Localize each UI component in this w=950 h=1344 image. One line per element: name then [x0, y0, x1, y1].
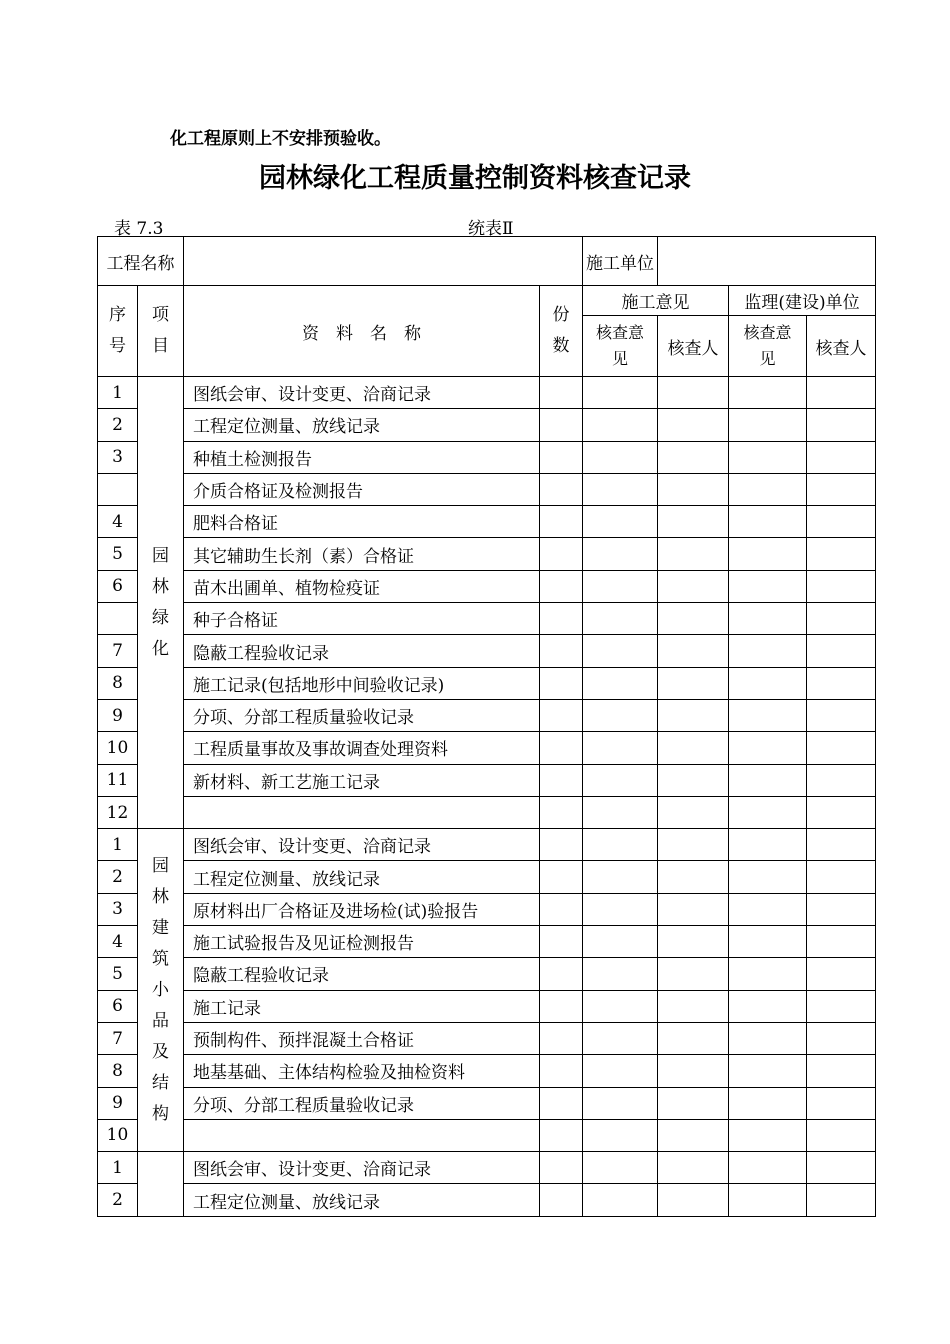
- document-name: [184, 1119, 540, 1151]
- document-name: 地基基础、主体结构检验及抽检资料: [184, 1055, 540, 1087]
- copies-cell[interactable]: [540, 409, 583, 441]
- copies-cell[interactable]: [540, 1087, 583, 1119]
- supervision-checker-cell[interactable]: [807, 861, 876, 893]
- category-structures: 园 林 建 筑 小 品 及 结 构: [138, 829, 184, 1152]
- row-number: 2: [98, 861, 138, 893]
- construction-checker-cell[interactable]: [658, 1087, 729, 1119]
- table-row: [98, 1055, 876, 1087]
- construction-checker-cell[interactable]: [658, 796, 729, 828]
- table-row: [98, 377, 876, 409]
- copies-cell[interactable]: [540, 958, 583, 990]
- table-subtitle: 统表Ⅱ: [468, 219, 514, 239]
- copies-cell[interactable]: [540, 1184, 583, 1216]
- construction-opinion-cell[interactable]: [583, 1152, 658, 1184]
- supervision-opinion-cell[interactable]: [729, 829, 807, 861]
- supervision-checker-cell[interactable]: [807, 926, 876, 958]
- construction-opinion-cell[interactable]: [583, 1055, 658, 1087]
- row-number: 4: [98, 926, 138, 958]
- row-number: 12: [98, 796, 138, 828]
- document-name: 预制构件、预拌混凝土合格证: [184, 1022, 540, 1054]
- supervision-checker-cell[interactable]: [807, 699, 876, 731]
- construction-checker-cell[interactable]: [658, 473, 729, 505]
- construction-checker-cell[interactable]: [658, 635, 729, 667]
- construction-checker-cell[interactable]: [658, 409, 729, 441]
- supervision-opinion-cell[interactable]: [729, 1152, 807, 1184]
- contractor-value[interactable]: [658, 237, 876, 286]
- table-row: [98, 926, 876, 958]
- table-row: [98, 1119, 876, 1151]
- construction-opinion-cell[interactable]: [583, 506, 658, 538]
- category-third: [138, 1152, 184, 1217]
- supervision-checker-cell[interactable]: [807, 506, 876, 538]
- supervision-unit-header: 监理(建设)单位: [729, 286, 876, 316]
- construction-opinion-cell[interactable]: [583, 409, 658, 441]
- table-row: [98, 764, 876, 796]
- table-row: [98, 409, 876, 441]
- construction-opinion-cell[interactable]: [583, 1184, 658, 1216]
- row-number: 8: [98, 1055, 138, 1087]
- document-name: 隐蔽工程验收记录: [184, 635, 540, 667]
- row-number: [98, 603, 138, 635]
- supervision-opinion-cell[interactable]: [729, 926, 807, 958]
- construction-checker-cell[interactable]: [658, 538, 729, 570]
- construction-opinion-header: 施工意见: [583, 286, 729, 316]
- document-name: 隐蔽工程验收记录: [184, 958, 540, 990]
- copies-cell[interactable]: [540, 829, 583, 861]
- copies-cell[interactable]: [540, 570, 583, 602]
- construction-opinion-cell[interactable]: [583, 796, 658, 828]
- copies-header: 份 数: [540, 286, 583, 377]
- supervision-opinion-cell[interactable]: [729, 570, 807, 602]
- copies-cell[interactable]: [540, 667, 583, 699]
- construction-checker-cell[interactable]: [658, 603, 729, 635]
- copies-cell[interactable]: [540, 441, 583, 473]
- row-number: 2: [98, 1184, 138, 1216]
- row-number: 6: [98, 990, 138, 1022]
- copies-cell[interactable]: [540, 1119, 583, 1151]
- copies-cell[interactable]: [540, 732, 583, 764]
- construction-opinion-cell[interactable]: [583, 926, 658, 958]
- table-row: [98, 893, 876, 925]
- construction-check-opinion-header: 核查意 见: [583, 316, 658, 377]
- supervision-opinion-cell[interactable]: [729, 409, 807, 441]
- supervision-checker-cell[interactable]: [807, 796, 876, 828]
- supervision-checker-cell[interactable]: [807, 764, 876, 796]
- supervision-checker-cell[interactable]: [807, 1184, 876, 1216]
- construction-opinion-cell[interactable]: [583, 538, 658, 570]
- construction-checker-cell[interactable]: [658, 1184, 729, 1216]
- construction-checker-cell[interactable]: [658, 893, 729, 925]
- construction-checker-cell[interactable]: [658, 1055, 729, 1087]
- supervision-opinion-cell[interactable]: [729, 1184, 807, 1216]
- document-name: 种植土检测报告: [184, 441, 540, 473]
- document-name: 分项、分部工程质量验收记录: [184, 1087, 540, 1119]
- preface-note: 化工程原则上不安排预验收。: [170, 129, 391, 149]
- header-row-1: [98, 286, 876, 316]
- copies-cell[interactable]: [540, 377, 583, 409]
- supervision-checker-cell[interactable]: [807, 570, 876, 602]
- copies-cell[interactable]: [540, 473, 583, 505]
- supervision-checker-cell[interactable]: [807, 958, 876, 990]
- supervision-checker-header: 核查人: [807, 316, 876, 377]
- construction-checker-cell[interactable]: [658, 990, 729, 1022]
- construction-opinion-cell[interactable]: [583, 570, 658, 602]
- table-row: [98, 1184, 876, 1216]
- supervision-checker-cell[interactable]: [807, 1087, 876, 1119]
- supervision-opinion-cell[interactable]: [729, 441, 807, 473]
- construction-opinion-cell[interactable]: [583, 764, 658, 796]
- row-number: 4: [98, 506, 138, 538]
- supervision-checker-cell[interactable]: [807, 829, 876, 861]
- row-number: 5: [98, 958, 138, 990]
- project-info-row: [98, 237, 876, 286]
- construction-checker-cell[interactable]: [658, 1152, 729, 1184]
- table-row: [98, 603, 876, 635]
- supervision-check-opinion-header: 核查意 见: [729, 316, 807, 377]
- row-number: 9: [98, 699, 138, 731]
- document-name: 苗木出圃单、植物检疫证: [184, 570, 540, 602]
- supervision-opinion-cell[interactable]: [729, 958, 807, 990]
- construction-checker-cell[interactable]: [658, 764, 729, 796]
- construction-opinion-cell[interactable]: [583, 861, 658, 893]
- document-name: 工程质量事故及事故调查处理资料: [184, 732, 540, 764]
- project-name-value[interactable]: [184, 237, 583, 286]
- row-number: 1: [98, 829, 138, 861]
- construction-checker-cell[interactable]: [658, 829, 729, 861]
- supervision-checker-cell[interactable]: [807, 1022, 876, 1054]
- table-row: [98, 958, 876, 990]
- copies-cell[interactable]: [540, 1152, 583, 1184]
- construction-opinion-cell[interactable]: [583, 1087, 658, 1119]
- copies-cell[interactable]: [540, 1022, 583, 1054]
- table-row: [98, 699, 876, 731]
- row-number: 6: [98, 570, 138, 602]
- table-row: [98, 635, 876, 667]
- copies-cell[interactable]: [540, 538, 583, 570]
- project-name-label: 工程名称: [98, 237, 184, 286]
- supervision-checker-cell[interactable]: [807, 603, 876, 635]
- supervision-checker-cell[interactable]: [807, 473, 876, 505]
- construction-checker-cell[interactable]: [658, 699, 729, 731]
- document-title: 园林绿化工程质量控制资料核查记录: [259, 163, 691, 194]
- table-row: [98, 796, 876, 828]
- construction-checker-cell[interactable]: [658, 732, 729, 764]
- construction-checker-cell[interactable]: [658, 1022, 729, 1054]
- row-number: 2: [98, 409, 138, 441]
- construction-opinion-cell[interactable]: [583, 699, 658, 731]
- construction-checker-cell[interactable]: [658, 926, 729, 958]
- supervision-opinion-cell[interactable]: [729, 990, 807, 1022]
- construction-opinion-cell[interactable]: [583, 958, 658, 990]
- document-name: 介质合格证及检测报告: [184, 473, 540, 505]
- document-name: 分项、分部工程质量验收记录: [184, 699, 540, 731]
- document-name: 施工记录: [184, 990, 540, 1022]
- supervision-opinion-cell[interactable]: [729, 377, 807, 409]
- copies-cell[interactable]: [540, 506, 583, 538]
- copies-cell[interactable]: [540, 926, 583, 958]
- construction-opinion-cell[interactable]: [583, 377, 658, 409]
- category-landscaping: 园 林 绿 化: [138, 377, 184, 829]
- table-row: [98, 732, 876, 764]
- table-row: [98, 1087, 876, 1119]
- document-name: 工程定位测量、放线记录: [184, 861, 540, 893]
- supervision-opinion-cell[interactable]: [729, 1087, 807, 1119]
- supervision-opinion-cell[interactable]: [729, 732, 807, 764]
- row-number: 10: [98, 1119, 138, 1151]
- table-row: [98, 506, 876, 538]
- supervision-checker-cell[interactable]: [807, 409, 876, 441]
- supervision-opinion-cell[interactable]: [729, 764, 807, 796]
- supervision-checker-cell[interactable]: [807, 667, 876, 699]
- table-number: 表 7.3: [114, 219, 164, 239]
- supervision-opinion-cell[interactable]: [729, 861, 807, 893]
- row-number: 1: [98, 1152, 138, 1184]
- copies-cell[interactable]: [540, 764, 583, 796]
- row-number: 11: [98, 764, 138, 796]
- supervision-opinion-cell[interactable]: [729, 506, 807, 538]
- document-name: 原材料出厂合格证及进场检(试)验报告: [184, 893, 540, 925]
- supervision-checker-cell[interactable]: [807, 1055, 876, 1087]
- supervision-opinion-cell[interactable]: [729, 1055, 807, 1087]
- row-number: 3: [98, 893, 138, 925]
- construction-checker-cell[interactable]: [658, 667, 729, 699]
- supervision-opinion-cell[interactable]: [729, 796, 807, 828]
- item-header: 项 目: [138, 286, 184, 377]
- table-row: [98, 473, 876, 505]
- supervision-checker-cell[interactable]: [807, 377, 876, 409]
- row-number: 8: [98, 667, 138, 699]
- table-row: [98, 1152, 876, 1184]
- supervision-opinion-cell[interactable]: [729, 635, 807, 667]
- table-row: [98, 441, 876, 473]
- copies-cell[interactable]: [540, 893, 583, 925]
- table-row: [98, 861, 876, 893]
- construction-opinion-cell[interactable]: [583, 829, 658, 861]
- row-number: 7: [98, 635, 138, 667]
- row-number: 1: [98, 377, 138, 409]
- construction-checker-cell[interactable]: [658, 377, 729, 409]
- supervision-checker-cell[interactable]: [807, 538, 876, 570]
- table-row: [98, 829, 876, 861]
- construction-opinion-cell[interactable]: [583, 635, 658, 667]
- construction-opinion-cell[interactable]: [583, 893, 658, 925]
- row-number: 10: [98, 732, 138, 764]
- copies-cell[interactable]: [540, 635, 583, 667]
- construction-checker-cell[interactable]: [658, 506, 729, 538]
- supervision-opinion-cell[interactable]: [729, 1022, 807, 1054]
- row-number: 9: [98, 1087, 138, 1119]
- construction-opinion-cell[interactable]: [583, 473, 658, 505]
- document-name: 图纸会审、设计变更、洽商记录: [184, 1152, 540, 1184]
- supervision-opinion-cell[interactable]: [729, 1119, 807, 1151]
- table-row: [98, 570, 876, 602]
- row-number: 3: [98, 441, 138, 473]
- copies-cell[interactable]: [540, 990, 583, 1022]
- document-name: 种子合格证: [184, 603, 540, 635]
- table-row: [98, 990, 876, 1022]
- construction-checker-header: 核查人: [658, 316, 729, 377]
- table-row: [98, 667, 876, 699]
- row-number: 5: [98, 538, 138, 570]
- supervision-checker-cell[interactable]: [807, 990, 876, 1022]
- construction-checker-cell[interactable]: [658, 861, 729, 893]
- supervision-opinion-cell[interactable]: [729, 473, 807, 505]
- construction-opinion-cell[interactable]: [583, 667, 658, 699]
- document-name: 工程定位测量、放线记录: [184, 1184, 540, 1216]
- supervision-opinion-cell[interactable]: [729, 667, 807, 699]
- construction-opinion-cell[interactable]: [583, 1022, 658, 1054]
- table-row: [98, 1022, 876, 1054]
- construction-opinion-cell[interactable]: [583, 732, 658, 764]
- table-row: [98, 538, 876, 570]
- doc-name-header: 资 料 名 称: [184, 286, 540, 377]
- document-name: 肥料合格证: [184, 506, 540, 538]
- seq-header: 序 号: [98, 286, 138, 377]
- document-name: 图纸会审、设计变更、洽商记录: [184, 829, 540, 861]
- construction-checker-cell[interactable]: [658, 570, 729, 602]
- supervision-opinion-cell[interactable]: [729, 603, 807, 635]
- supervision-opinion-cell[interactable]: [729, 893, 807, 925]
- supervision-checker-cell[interactable]: [807, 635, 876, 667]
- construction-checker-cell[interactable]: [658, 1119, 729, 1151]
- construction-opinion-cell[interactable]: [583, 1119, 658, 1151]
- document-name: 施工记录(包括地形中间验收记录): [184, 667, 540, 699]
- copies-cell[interactable]: [540, 699, 583, 731]
- supervision-opinion-cell[interactable]: [729, 699, 807, 731]
- copies-cell[interactable]: [540, 603, 583, 635]
- supervision-checker-cell[interactable]: [807, 732, 876, 764]
- construction-checker-cell[interactable]: [658, 441, 729, 473]
- document-name: 图纸会审、设计变更、洽商记录: [184, 377, 540, 409]
- row-number: [98, 473, 138, 505]
- contractor-label: 施工单位: [583, 237, 658, 286]
- supervision-checker-cell[interactable]: [807, 1152, 876, 1184]
- supervision-checker-cell[interactable]: [807, 441, 876, 473]
- construction-checker-cell[interactable]: [658, 958, 729, 990]
- document-name: 施工试验报告及见证检测报告: [184, 926, 540, 958]
- copies-cell[interactable]: [540, 861, 583, 893]
- row-number: 7: [98, 1022, 138, 1054]
- copies-cell[interactable]: [540, 796, 583, 828]
- supervision-checker-cell[interactable]: [807, 1119, 876, 1151]
- supervision-checker-cell[interactable]: [807, 893, 876, 925]
- document-name: [184, 796, 540, 828]
- supervision-opinion-cell[interactable]: [729, 538, 807, 570]
- construction-opinion-cell[interactable]: [583, 441, 658, 473]
- document-name: 工程定位测量、放线记录: [184, 409, 540, 441]
- document-name: 其它辅助生长剂（素）合格证: [184, 538, 540, 570]
- construction-opinion-cell[interactable]: [583, 990, 658, 1022]
- copies-cell[interactable]: [540, 1055, 583, 1087]
- construction-opinion-cell[interactable]: [583, 603, 658, 635]
- quality-control-table: [97, 236, 876, 1217]
- document-name: 新材料、新工艺施工记录: [184, 764, 540, 796]
